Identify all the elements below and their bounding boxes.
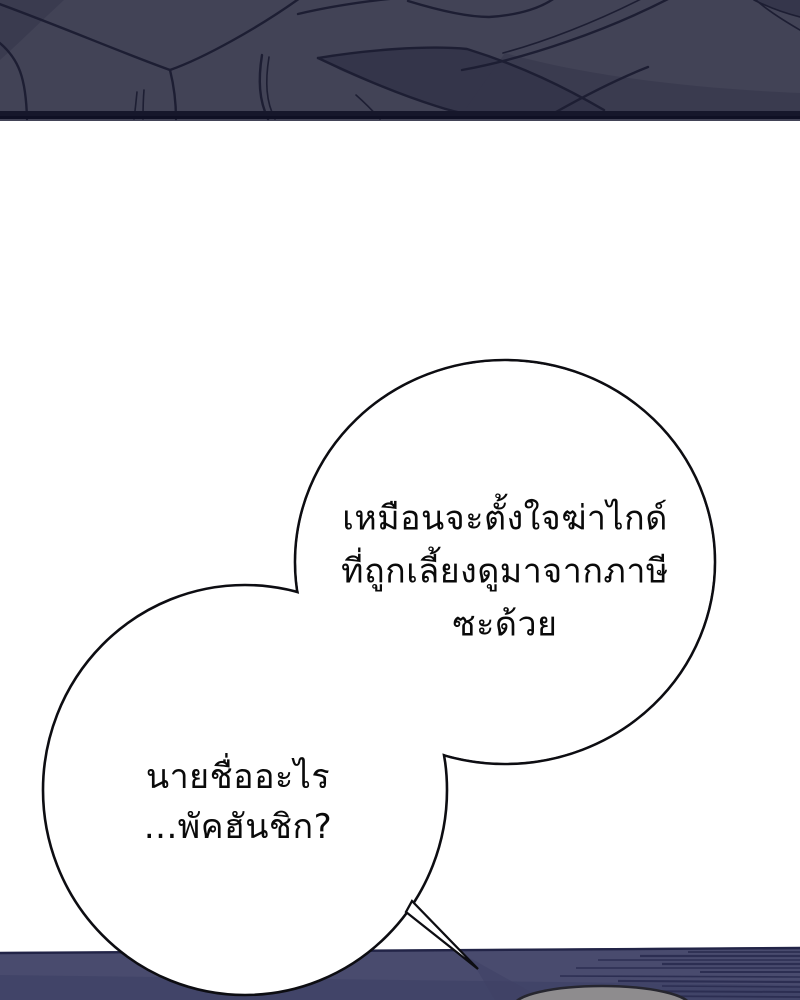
panel-bottom-edge bbox=[0, 116, 800, 119]
speech-bubble-cluster bbox=[43, 360, 715, 995]
speech-line: เหมือนจะตั้งใจฆ่าไกด์ bbox=[342, 498, 668, 539]
speech-bubble-bottom-text bbox=[144, 752, 332, 852]
jacket-top-panel bbox=[0, 0, 800, 121]
speech-bubble-top-text bbox=[341, 493, 669, 652]
speech-line: ซะด้วย bbox=[452, 604, 558, 645]
speech-line: ...พัคฮันชิก? bbox=[143, 807, 333, 847]
speech-line: ที่ถูกเลี้ยงดูมาจากภาษี bbox=[341, 551, 669, 592]
bottom-scene-band bbox=[0, 947, 800, 1000]
speech-line: นายชื่ออะไร bbox=[145, 757, 331, 797]
